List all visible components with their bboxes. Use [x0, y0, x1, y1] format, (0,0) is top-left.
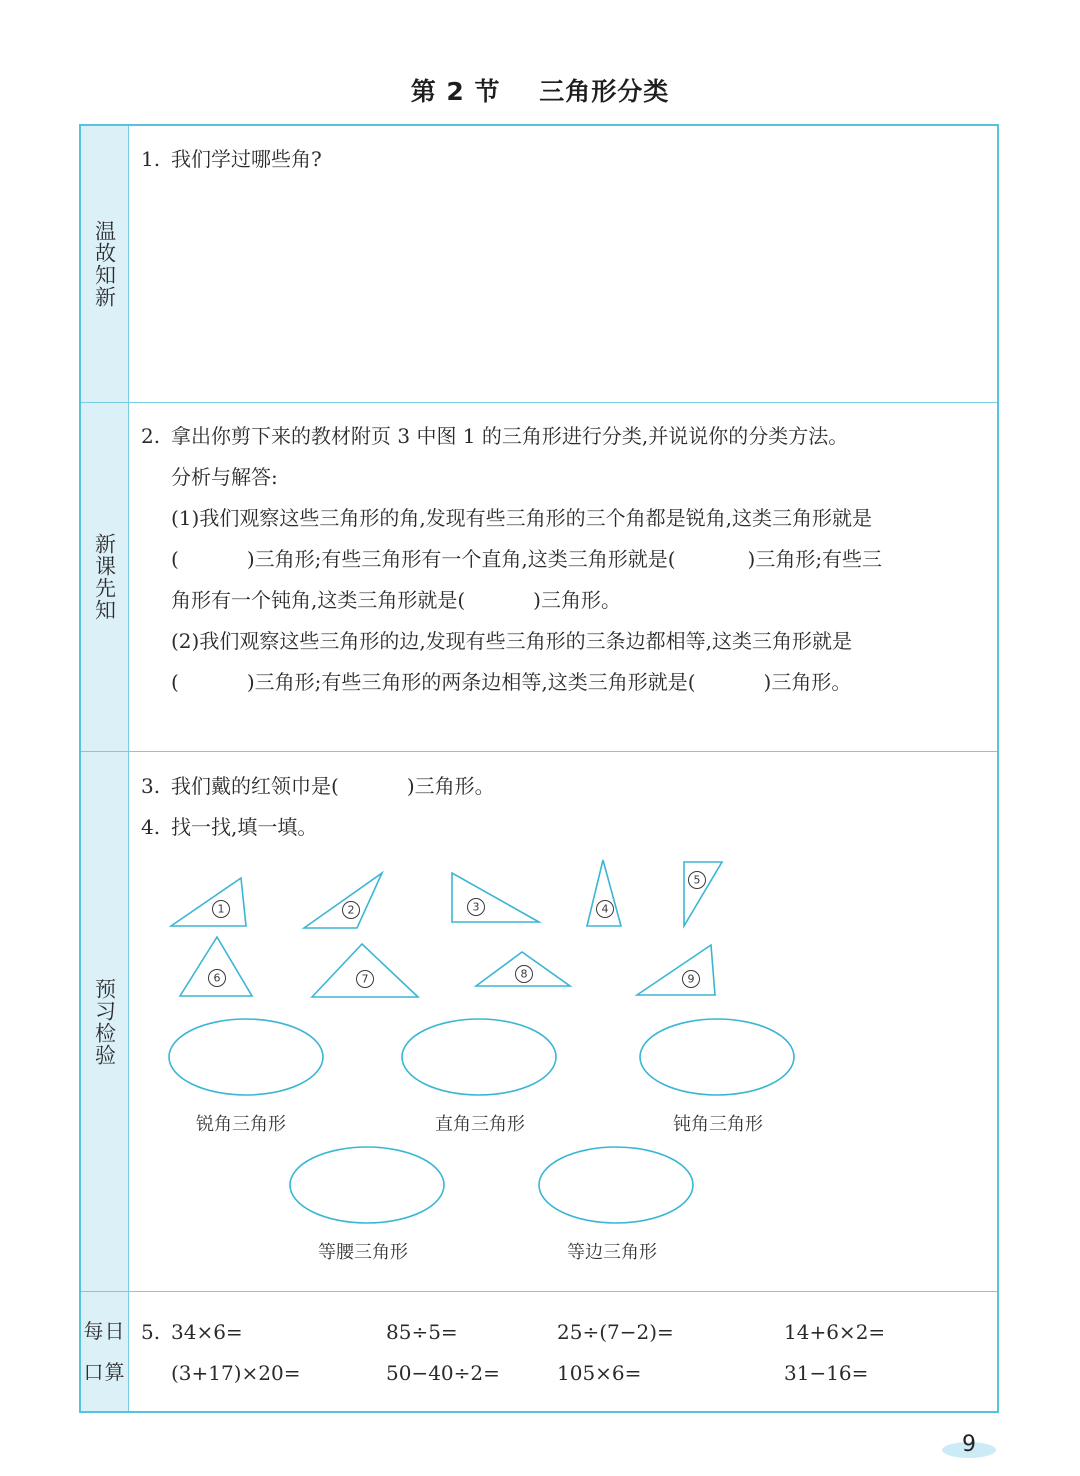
- analysis-heading: 分析与解答:: [171, 465, 278, 489]
- triangle-1: [171, 878, 246, 926]
- section-check: [81, 751, 997, 1291]
- section-review: [81, 126, 997, 402]
- triangle-6: [180, 937, 252, 996]
- calc-item: 105×6=: [557, 1361, 642, 1385]
- section-preview: [81, 402, 997, 751]
- triangle-number-8: 8: [520, 967, 528, 981]
- triangle-number-7: 7: [361, 972, 369, 986]
- triangle-number-4: 4: [601, 902, 609, 916]
- section-preview-label: 新课先知: [92, 533, 117, 621]
- triangle-9: [637, 945, 715, 995]
- triangle-number-6: 6: [213, 971, 221, 985]
- calc-item: 50−40÷2=: [386, 1361, 500, 1385]
- triangle-figures: [81, 752, 997, 1292]
- section-daily-label-1: 每日: [83, 1318, 126, 1343]
- triangle-3: [452, 873, 539, 922]
- section-review-label: 温故知新: [92, 220, 117, 308]
- oval-label-right: 直角三角形: [435, 1114, 525, 1135]
- triangle-5: [684, 862, 722, 926]
- oval-isosceles: [290, 1147, 444, 1223]
- question-2: 2. 拿出你剪下来的教材附页 3 中图 1 的三角形进行分类,并说说你的分类方法。: [141, 424, 849, 448]
- page-title: 第 2 节 三角形分类: [410, 77, 670, 106]
- calc-item: 34×6=: [171, 1320, 243, 1344]
- oval-right: [402, 1019, 556, 1095]
- section-daily-label-2: 口算: [83, 1359, 126, 1384]
- answer-part1-line1: (1)我们观察这些三角形的角,发现有些三角形的三个角都是锐角,这类三角形就是: [171, 506, 873, 530]
- question-3: 3. 我们戴的红领巾是( )三角形。: [141, 774, 495, 798]
- question-5-number: 5.: [141, 1320, 161, 1344]
- triangle-number-3: 3: [472, 900, 480, 914]
- page-number: 9: [940, 1430, 1000, 1462]
- calc-item: 14+6×2=: [784, 1320, 886, 1344]
- oval-label-obtuse: 钝角三角形: [673, 1114, 763, 1135]
- triangle-number-5: 5: [693, 873, 701, 887]
- answer-part1-line2: ( )三角形;有些三角形有一个直角,这类三角形就是( )三角形;有些三: [171, 547, 883, 571]
- question-1: 1. 我们学过哪些角?: [141, 147, 322, 171]
- question-4: 4. 找一找,填一填。: [141, 815, 318, 839]
- oval-acute: [169, 1019, 323, 1095]
- triangle-2: [304, 873, 382, 928]
- worksheet-frame: [79, 124, 999, 1413]
- triangle-number-2: 2: [347, 903, 355, 917]
- calc-item: 85÷5=: [386, 1320, 458, 1344]
- oval-label-acute: 锐角三角形: [196, 1114, 286, 1135]
- oval-label-equilateral: 等边三角形: [567, 1242, 657, 1263]
- triangle-number-1: 1: [217, 902, 225, 916]
- calc-item: 25÷(7−2)=: [557, 1320, 674, 1344]
- section-review-sidebar: [81, 126, 129, 402]
- answer-part1-line3: 角形有一个钝角,这类三角形就是( )三角形。: [171, 588, 621, 612]
- calc-item: (3+17)×20=: [171, 1361, 301, 1385]
- section-daily-sidebar: [81, 1292, 129, 1411]
- triangle-number-9: 9: [687, 972, 695, 986]
- oval-label-isosceles: 等腰三角形: [318, 1242, 408, 1263]
- triangle-4: [587, 860, 621, 926]
- answer-part2-line1: (2)我们观察这些三角形的边,发现有些三角形的三条边都相等,这类三角形就是: [171, 629, 853, 653]
- oval-obtuse: [640, 1019, 794, 1095]
- section-preview-sidebar: [81, 403, 129, 751]
- answer-part2-line2: ( )三角形;有些三角形的两条边相等,这类三角形就是( )三角形。: [171, 670, 852, 694]
- oval-equilateral: [539, 1147, 693, 1223]
- section-check-label: 预习检验: [92, 977, 117, 1066]
- calc-item: 31−16=: [784, 1361, 869, 1385]
- section-daily: [81, 1291, 997, 1411]
